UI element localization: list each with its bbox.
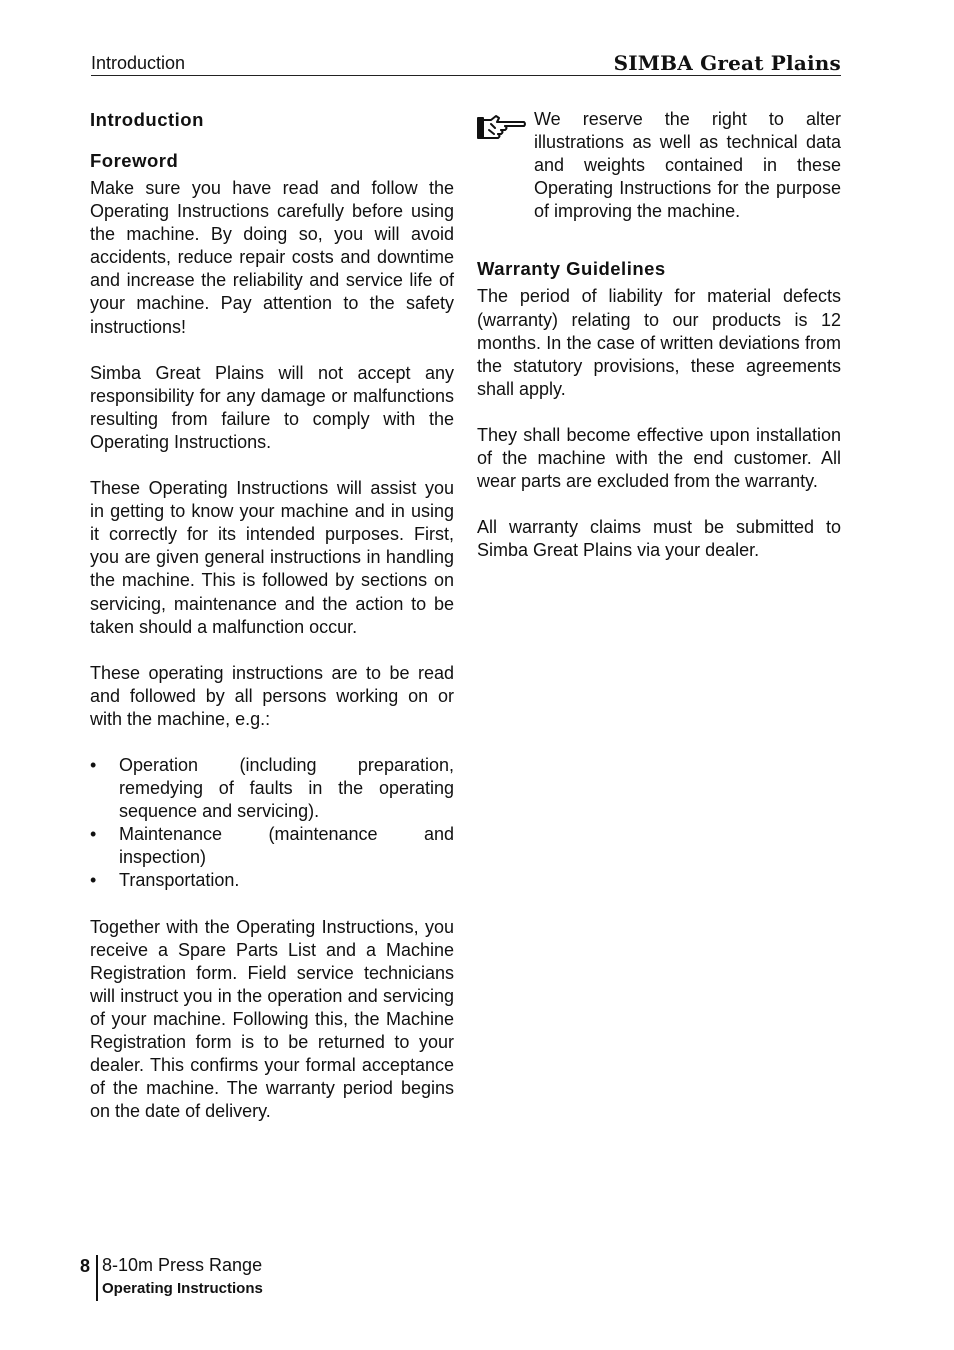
header-section-title: Introduction xyxy=(91,53,186,73)
warranty-paragraph-1: The period of liability for material defects (warranty) relating to our products is 12 months. In the case of written deviations from the statutory provisions, these agreements shall apply. xyxy=(477,286,841,399)
right-column xyxy=(477,108,841,585)
work-types-list xyxy=(90,754,454,893)
brand-logo-text: SIMBA Great Plains xyxy=(613,51,841,75)
note-block xyxy=(477,108,841,223)
left-column xyxy=(90,108,454,1146)
section-heading-introduction: Introduction xyxy=(90,109,204,130)
note-text: We reserve the right to alter illustrations as well as technical data and weights contained in these Operating Instructions for the purpose of improving the machine. xyxy=(534,109,841,222)
list-item: • Maintenance (maintenance and inspection) xyxy=(90,823,454,869)
footer-divider xyxy=(96,1255,98,1301)
closing-paragraph: Together with the Operating Instructions, you receive a Spare Parts List and a Machine Registration form. Field service technicians will instruct you in the operation and servicing of your machine. Following this, the Machine Registration form is to be returned to your dealer. This confirms your formal acceptance of the machine. The warranty period begins on the date of delivery. xyxy=(90,916,454,1122)
list-item: • Operation (including preparation, remedying of faults in the operating sequence and servicing). xyxy=(90,754,454,823)
pointing-hand-icon xyxy=(477,114,527,142)
list-item: • Transportation. xyxy=(90,869,454,892)
foreword-paragraph-4: These operating instructions are to be read and followed by all persons working on or with the machine, e.g.: xyxy=(90,662,454,729)
warranty-paragraph-3: All warranty claims must be submitted to Simba Great Plains via your dealer. xyxy=(477,517,841,561)
subheading-foreword: Foreword xyxy=(90,150,179,171)
section-heading-warranty: Warranty Guidelines xyxy=(477,258,666,280)
page-number: 8 xyxy=(80,1256,91,1276)
foreword-paragraph-3: These Operating Instructions will assist you in getting to know your machine and in using it correctly for its intended purposes. First, you are given general instructions in handling the machine. This is followed by sections on servicing, maintenance and the action to be taken should a malfunction occur. xyxy=(90,478,454,637)
warranty-paragraph-2: They shall become effective upon installation of the machine with the end customer. All wear parts are excluded from the warranty. xyxy=(477,424,841,492)
footer-document-subtitle: Operating Instructions xyxy=(102,1280,263,1297)
foreword-paragraph-1: Make sure you have read and follow the Operating Instructions carefully before using the machine. By doing so, you will avoid accidents, reduce repair costs and downtime and increase the reliability and service life of your machine. Pay attention to the safety instructions! xyxy=(90,178,454,337)
header-divider xyxy=(91,75,841,76)
foreword-paragraph-2: Simba Great Plains will not accept any responsibility for any damage or malfunctions resulting from failure to comply with the Operating Instructions. xyxy=(90,362,454,452)
footer-document-title: 8-10m Press Range xyxy=(102,1255,263,1275)
